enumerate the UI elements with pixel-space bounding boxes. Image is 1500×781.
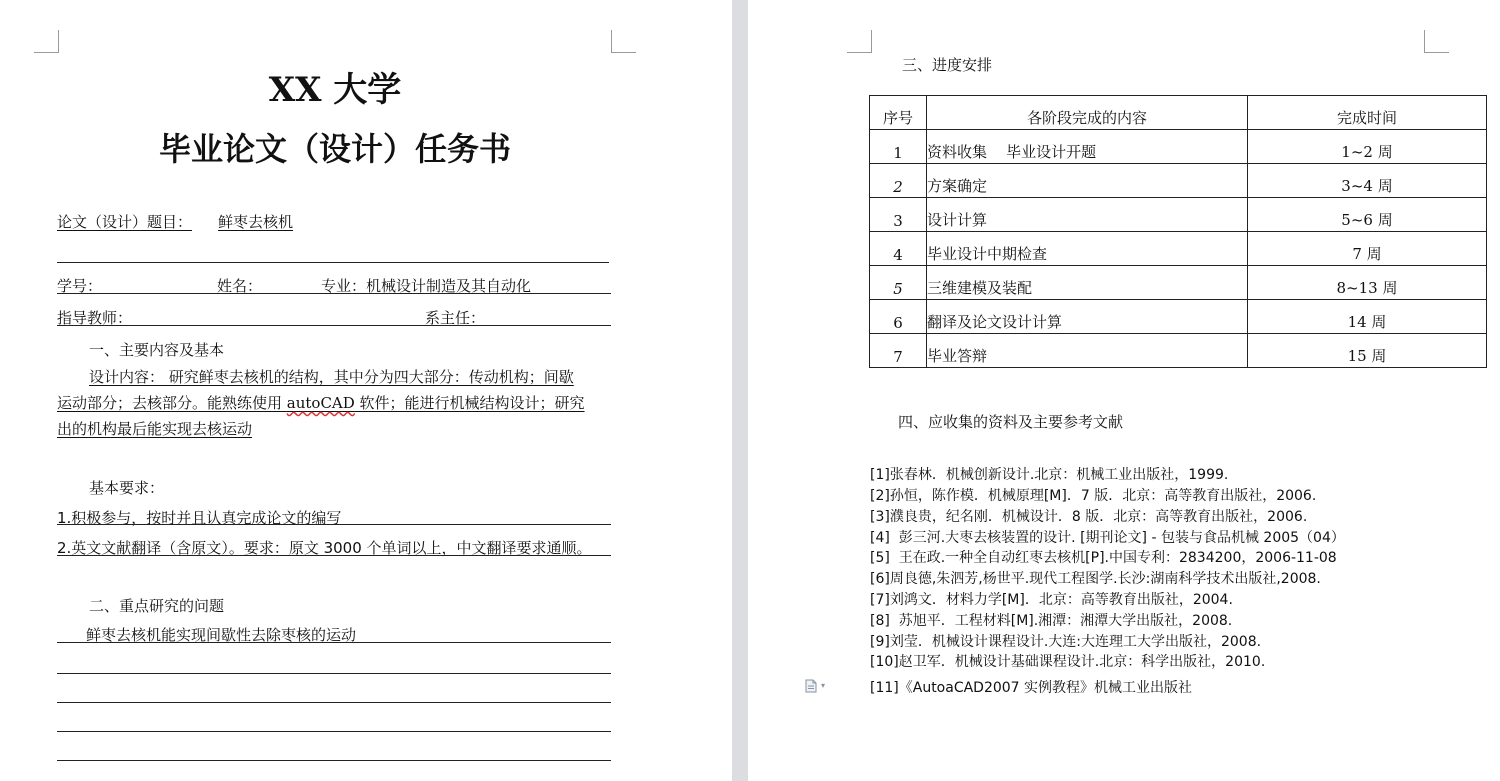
blank-rule [57, 731, 611, 732]
reference-item: [6]周良德,朱泗芳,杨世平.现代工程图学.长沙:湖南科学技术出版社,2008. [870, 571, 1321, 587]
row-content: 资料收集 毕业设计开题 [927, 143, 1097, 161]
topic-value: 鲜枣去核机 [218, 213, 294, 231]
table-row [870, 232, 1487, 266]
reference-item: [2]孙恒，陈作模．机械原理[M]．7 版．北京：高等教育出版社，2006. [870, 488, 1317, 504]
document-title: 毕业论文（设计）任务书 [158, 130, 511, 168]
table-row [870, 130, 1487, 164]
requirement-rule [57, 524, 611, 525]
row-content: 三维建模及装配 [927, 279, 1033, 297]
major-text: 专业：机械设计制造及其自动化 [321, 277, 532, 295]
section-3-heading: 三、进度安排 [902, 56, 993, 74]
table-row [870, 334, 1487, 368]
advisor-label: 指导教师： [57, 309, 133, 327]
advisor-rule [57, 325, 611, 326]
blank-rule [57, 262, 609, 263]
section-1-heading: 一、主要内容及基本 [89, 341, 225, 359]
row-content: 方案确定 [927, 177, 988, 195]
section-2-heading: 二、重点研究的问题 [89, 597, 225, 615]
schedule-table [869, 95, 1487, 368]
margin-corner-mark [611, 30, 636, 53]
row-number: 2 [893, 178, 903, 196]
row-number: 4 [893, 246, 903, 264]
row-number: 3 [893, 212, 903, 230]
section-1-line-2-pre: 运动部分；去核部分。能熟练使用 [57, 394, 287, 412]
table-row [870, 164, 1487, 198]
info-rule [57, 293, 611, 294]
topic-line [57, 211, 317, 232]
university-title: XX 大学 [268, 70, 402, 110]
reference-item: [3]濮良贵，纪名刚．机械设计．8 版．北京：高等教育出版社，2006. [870, 509, 1308, 525]
blank-rule [57, 760, 611, 761]
chevron-down-icon[interactable]: ▾ [821, 681, 826, 690]
row-time: 15 周 [1347, 347, 1387, 365]
blank-rule [57, 702, 611, 703]
page-gutter [732, 0, 748, 781]
section-1-line-2-post: 软件；能进行机械结构设计；研究 [354, 394, 585, 412]
row-content: 翻译及论文设计计算 [927, 313, 1063, 331]
document-page-left [0, 0, 732, 781]
topic-label: 论文（设计）题目： [57, 213, 193, 231]
row-content: 毕业设计中期检查 [927, 245, 1048, 263]
row-number: 5 [893, 280, 903, 298]
name-label: 姓名： [217, 277, 263, 295]
reference-item: [4] 彭三河.大枣去核装置的设计. [期刊论文] - 包装与食品机械 2005（04） [870, 530, 1345, 546]
section-4-heading: 四、应收集的资料及主要参考文献 [898, 413, 1124, 431]
row-content: 设计计算 [927, 211, 988, 229]
margin-corner-mark [34, 30, 59, 53]
row-time: 8~13 周 [1336, 279, 1398, 297]
row-number: 7 [893, 348, 903, 366]
row-number: 1 [893, 144, 903, 162]
row-time: 1~2 周 [1341, 143, 1393, 161]
student-id-label: 学号： [57, 277, 103, 295]
row-time: 7 周 [1352, 245, 1382, 263]
table-row [870, 266, 1487, 300]
reference-item: [10]赵卫军．机械设计基础课程设计.北京：科学出版社，2010. [870, 654, 1266, 670]
row-number: 6 [893, 314, 903, 332]
row-time: 5~6 周 [1341, 211, 1393, 229]
blank-rule [57, 642, 611, 643]
section-1-line-2 [57, 392, 585, 413]
basic-requirements-heading: 基本要求： [89, 479, 165, 497]
reference-item: [8] 苏旭平．工程材料[M].湘潭：湘潭大学出版社，2008. [870, 613, 1233, 629]
reference-item: [5] 王在政.一种全自动红枣去核机[P].中国专利：2834200，2006-11-08 [870, 550, 1337, 566]
blank-rule [57, 673, 611, 674]
document-icon[interactable] [805, 679, 817, 693]
section-2-text: 鲜枣去核机能实现间歇性去除枣核的运动 [86, 626, 357, 644]
margin-corner-mark [1424, 30, 1449, 53]
reference-item: [1]张春林．机械创新设计.北京：机械工业出版社，1999. [870, 467, 1229, 483]
spellcheck-word[interactable]: autoCAD [286, 394, 355, 412]
table-header-cell: 序号 [870, 96, 927, 130]
requirement-rule [57, 555, 611, 556]
table-row [870, 300, 1487, 334]
row-content: 毕业答辩 [927, 347, 988, 365]
table-row [870, 198, 1487, 232]
table-header-row [870, 96, 1487, 130]
section-1-line-1: 设计内容： 研究鲜枣去核机的结构，其中分为四大部分：传动机构；间歇 [89, 368, 574, 386]
reference-item: [7]刘鸿文．材料力学[M]．北京：高等教育出版社，2004. [870, 592, 1233, 608]
table-header-cell: 各阶段完成的内容 [927, 96, 1248, 130]
row-time: 3~4 周 [1341, 177, 1393, 195]
margin-corner-mark [847, 30, 872, 53]
reference-item: [11]《AutoaCAD2007 实例教程》机械工业出版社 [870, 680, 1193, 696]
row-time: 14 周 [1347, 313, 1387, 331]
requirement-2: 2.英文文献翻译（含原文）。要求：原文 3000 个单词以上，中文翻译要求通顺。 [57, 539, 592, 557]
document-page-right [748, 0, 1500, 781]
dept-head-label: 系主任： [425, 309, 486, 327]
table-header-cell: 完成时间 [1248, 96, 1487, 130]
requirement-1: 1.积极参与，按时并且认真完成论文的编写 [57, 509, 342, 527]
section-1-line-3: 出的机构最后能实现去核运动 [57, 420, 253, 438]
reference-item: [9]刘莹．机械设计课程设计.大连:大连理工大学出版社，2008. [870, 634, 1262, 650]
